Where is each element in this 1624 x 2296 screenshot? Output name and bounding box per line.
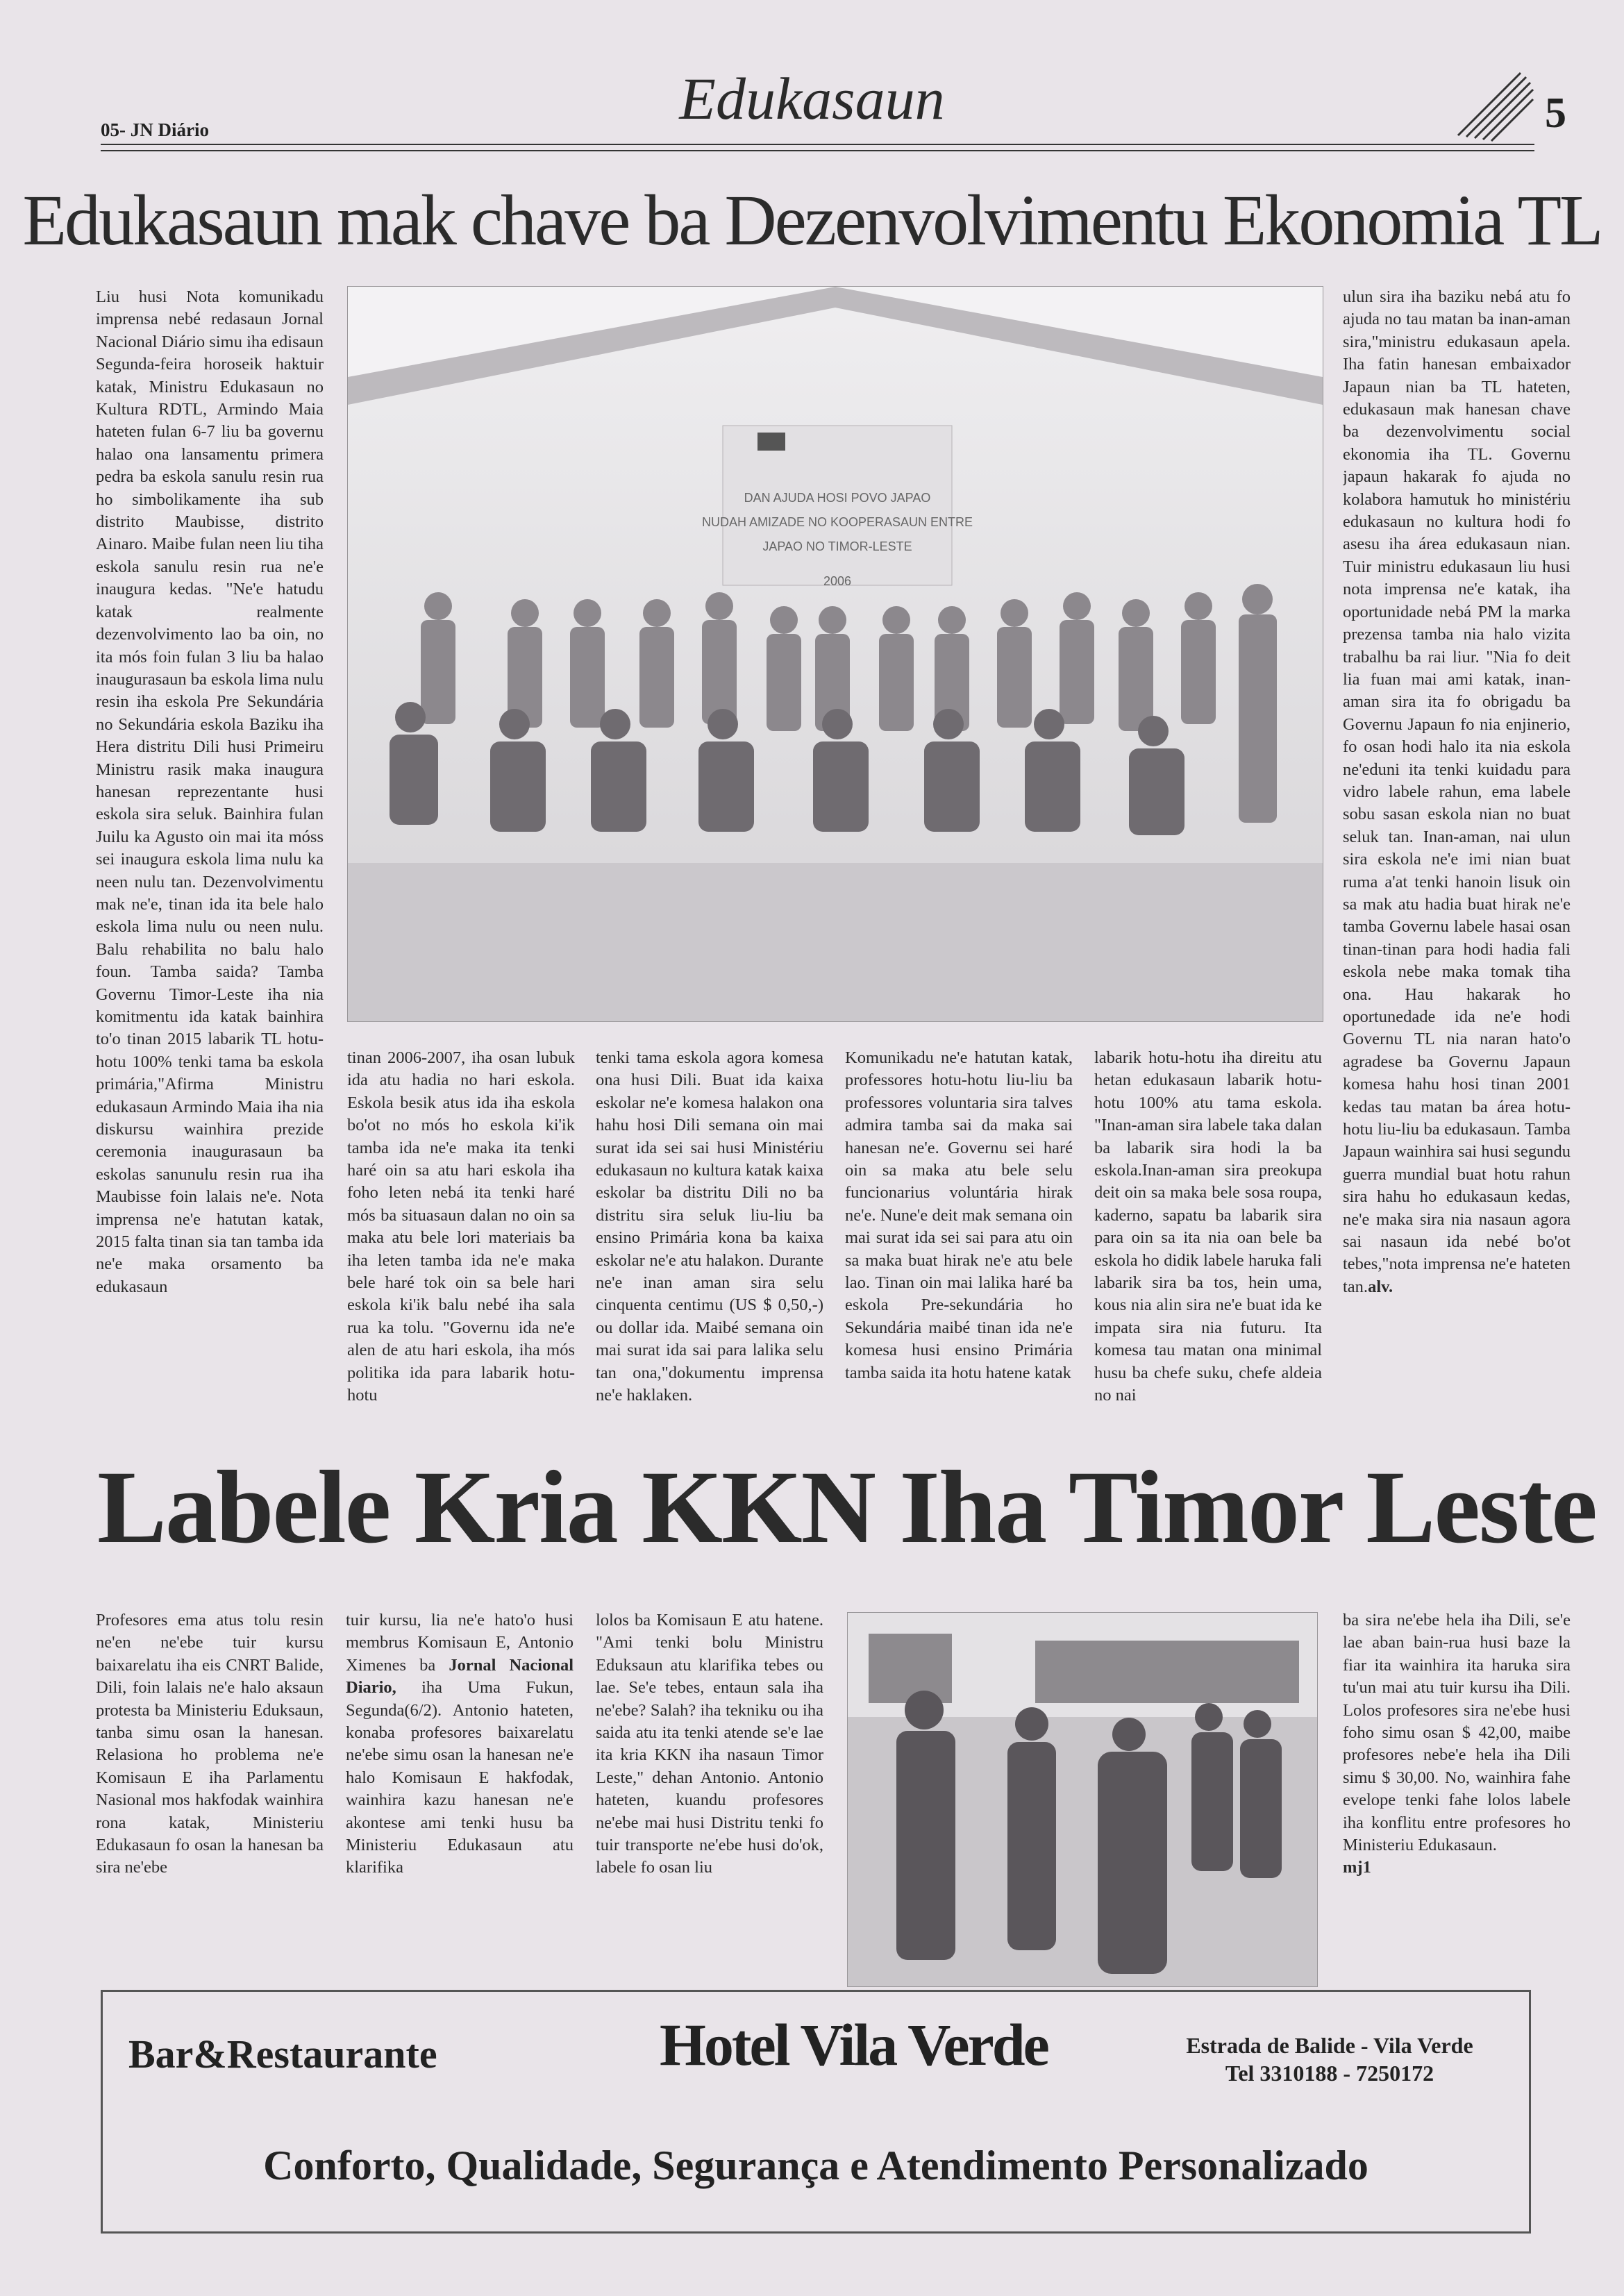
ad-address: Estrada de Balide - Vila Verde (1186, 2033, 1473, 2058)
article1-column-6 (1343, 286, 1571, 1443)
article1-col5-text: labarik hotu-hotu iha direitu atu hetan edukasaun labarik hotu-hotu 100% atu tama eskola. "Inan-aman sira labele taka dalan ba labarik sira hodi la ba eskola.Inan-aman sira preokupa deit oin sa maka bele sosa roupa, kaderno, sapatu ba labarik sira para oin sa ita nia oan bele ba eskola ho didik labele haruka fali labarik sira ba tos, hein uma, kous nia alin sira ne'e buat ida ke impata sira nia futuru. Ita komesa tau matan ona minimal husu ba chefe suku, chefe aldeia no nai (1094, 1048, 1322, 1405)
article1-col6-text: ulun sira iha baziku nebá atu fo ajuda no tau matan ba inan-aman sira,"ministru edukasaun apela. Iha fatin hanesan embaixador Japaun nian ba TL hateten, edukasaun mak hanesan chave ba dezenvolvimentu social ekonomia iha TL. Governu japaun hakarak fo ajuda no kolabora hamutuk ho ministériu edukasaun no kultura hodi fo asesu iha área edukasaun nian. Tuir ministru edukasaun liu husi nota imprensa ne'e katak, iha oportunidade nebá PM la marka prezensa tamba nia halo vizita trabalhu ba rai liur. "Nia fo deit lia fuan mai ami katak, inan-aman sira ita fo obrigadu ba Governu Japaun fo nia enjinerio, fo osan hodi halo ita nia eskola ne'eduni ita tenki kuidadu para vidro labele rahun, ema labele sobu sasan eskola nian no buat seluk tan. Inan-aman, nai ulun sira eskola ne'e imi nian buat ruma a'at tenki hanoin lisuk oin sa mak atu hadia buat hirak ne'e tamba Governu labele hasai osan tinan-tinan para hodi hadia fali eskola nebe maka tomak tiha ona. Hau hakarak ho oportunedade ida ne'e hodi Governu TL nia naran hato'o agradese ba Governu Japaun komesa hahu hosi tinan 2001 kedas tau matan ba área hotu-hotu liu-liu ba edukasaun. Tamba Japaun wainhira sai husi segundu guerra mundial buat hotu rahun sira hahu ho edukasaun kedas, ne'e maka sira nia nasaun agora sai nasaun ida nebé bo'ot tebes,"nota imprensa ne'e hateten tan.alv. (1343, 287, 1571, 1296)
protest-scene-illustration (848, 1613, 1317, 1986)
newspaper-mention: Jornal Nacional Diario, (346, 1655, 574, 1698)
plaque-line-4: 2006 (823, 574, 852, 588)
plaque-line-3: JAPAO NO TIMOR-LESTE (762, 539, 912, 553)
article2-col1-text: Profesores ema atus tolu resin ne'en ne'ebe tuir kursu baixarelatu iha eis CNRT Balide, Dili, foin lalais ne'e halo aksaun protesta ba Ministeriu Eduksaun, tanba simu osan la hanesan. Relasiona ho problema ne'e Komisaun E iha Parlamentu Nasional mos hakfodak wainhira rona katak, Ministeriu Edukasaun fo osan la hanesan ba sira ne'ebe (96, 1611, 324, 1877)
article1-col4-text: Komunikadu ne'e hatutan katak, professores hotu-hotu liu-liu ba professores voluntaria sira talves admira tamba sai da maka sai hanesan ne'e. Governu sei haré oin sa maka atu bele selu funcionarius voluntária hirak ne'e. Nune'e deit mak semana oin mai surat ida sei sai para atu oin sa maka buat hirak ne'e atu bele lao. Tinan oin mai lalika haré ba eskola Pre-sekundária ho Sekundária maibé tinan ida ne'e komesa husi ensino Primária tamba saida ita hotu hatene katak (845, 1048, 1073, 1382)
protest-photo (847, 1612, 1318, 1987)
article1-headline: Edukasaun mak chave ba Dezenvolvimentu Ekonomia TL (22, 181, 1602, 260)
article1-column-4 (845, 1047, 1073, 1443)
article2-col2-text: tuir kursu, lia ne'e hato'o husi membrus Komisaun E, Antonio Ximenes ba Jornal Nacional Diario, iha Uma Fukun, Segunda(6/2). Antonio hateten, konaba profesores baixarelatu ne'ebe simu osan la hanesan ne'e halo Komisaun E hakfodak, wainhira kazu hanesan ne'e akontese ami tenki husu ba Ministeriu Edukasaun atu klarifika (346, 1611, 574, 1877)
ad-bar-restaurant: Bar&Restaurante (128, 2031, 437, 2077)
article2-column-4 (1343, 1609, 1571, 1986)
article2-col4-text: ba sira ne'ebe hela iha Dili, se'e lae aban bain-rua husi baze la fiar ita wainhira ita haruka sira tu'un mai atu tuir kursu iha Dili. Lolos profesores sira ne'ebe husi foho simu osan $ 42,00, maibe profesores nebe'e hela iha Dili simu $ 30,00. No, wainhira fahe evelope tenki fahe lolos labele iha konflitu entre profesores ho Ministeriu Edukasaun. mj1 (1343, 1611, 1571, 1877)
article2-column-1 (96, 1609, 324, 1984)
article1-column-3 (596, 1047, 823, 1443)
ad-phone: Tel 3310188 - 7250172 (1225, 2061, 1434, 2086)
page-number: 5 (1545, 90, 1566, 137)
article2-column-3 (596, 1609, 823, 1984)
author-sign: mj1 (1343, 1858, 1371, 1877)
ad-hotel-name: Hotel Vila Verde (660, 2011, 1048, 2078)
article2-column-2 (346, 1609, 574, 1984)
article1-column-2 (347, 1047, 575, 1443)
plaque-line-2: NUDAH AMIZADE NO KOOPERASAUN ENTRE (701, 515, 973, 529)
article1-col1-text: Liu husi Nota komunikadu imprensa nebé redasaun Jornal Nacional Diário simu iha edisaun Segunda-feira horoseik haktuir katak, Ministru Edukasaun no Kultura RDTL, Armindo Maia hateten fulan 6-7 liu ba governu halao ona lansamentu primera pedra ba eskola sanulu resin rua ho simbolikamente iha sub distrito Maubisse, distrito Ainaro. Maibe fulan neen liu tiha eskola sanulu resin rua ne'e inaugura kedas. "Ne'e hatudu katak realmente dezenvolvimento lao ba oin, no ita mós foin fulan 3 liu ba halao inaugurasaun ba eskola lima nulu resin iha eskola Pre Sekundária no Sekundária eskola Baziku iha Hera distritu Dili husi Primeiru Ministru rasik maka inaugura hanesan reprezentante husi eskola sira seluk. Bainhira fulan Juilu ka Agusto oin mai ita móss sei inaugura eskola lima nulu ka neen nulu tan. Dezenvolvimentu mak ne'e, tinan ida ita bele halo eskola lima nulu ou neen nulu. Balu rehabilita no balu halo foun. Tamba saida? Tamba Governu Timor-Leste iha nia komitmentu ida katak bainhira to'o tinan 2015 labarik TL hotu-hotu 100% tenki tama ba eskola primária,"Afirma Ministru edukasaun Armindo Maia iha nia diskursu wainhira prezide ceremonia inaugurasaun ba eskolas sanunulu resin rua iha Maubisse foin lalais ne'e. Nota imprensa ne'e hatutan katak, 2015 falta tinan sia tan tamba ida ne'e maka orsamento ba edukasaun (96, 287, 324, 1296)
newspaper-name: 05- JN Diário (101, 119, 209, 140)
group-photo (347, 286, 1323, 1022)
school-building-illustration (348, 287, 1323, 1021)
plaque-line-1: DAN AJUDA HOSI POVO JAPAO (744, 491, 931, 505)
article1-column-5 (1094, 1047, 1322, 1443)
article1-col3-text: tenki tama eskola agora komesa ona husi Dili. Buat ida kaixa eskolar ne'e komesa halakon ona hahu hosi Dili semana oin mai surat ida sei sai husi Ministériu edukasaun no kultura katak kaixa eskolar ba distritu Dili no ba distritu sira seluk liu-liu ba ensino Primária kona ba kaixa eskolar ne'e atu halakon. Durante ne'e inan aman sira selu cinquenta centimu (US $ 0,50,-) ou dollar ida. Maibé semana oin mai surat ida sai para lalika selu tan ona,"dokumentu imprensa ne'e haklaken. (596, 1048, 823, 1405)
people-group (390, 584, 1277, 835)
article2-col3-text: lolos ba Komisaun E atu hatene. "Ami tenki bolu Ministru Eduksaun atu klarifika tebes ou lae. Se'e tebes, entaun sala iha ne'ebe? Salah? iha tekniku ou iha saida atu ita tenki atende se'e lae ita kria KKN iha nasaun Timor Leste," dehan Antonio. Antonio hateten, kuandu profesores ne'ebe mai husi Distritu tenki fo tuir transporte ne'ebe husi do'ok, labele fo osan liu (596, 1611, 823, 1877)
section-title: Edukasaun (679, 65, 945, 132)
author-sign: alv. (1368, 1277, 1393, 1296)
header-rule (101, 150, 1534, 151)
ad-slogan: Conforto, Qualidade, Segurança e Atendimento Personalizado (263, 2143, 1368, 2188)
article1-column-1 (96, 286, 324, 1442)
header-rule (101, 144, 1534, 145)
article2-headline: Labele Kria KKN Iha Timor Leste (97, 1450, 1596, 1565)
diagonal-stripes-icon (1451, 66, 1534, 142)
article1-col2-text: tinan 2006-2007, iha osan lubuk ida atu hadia no hari eskola. Eskola besik atus ida iha eskola bo'ot no mós ho eskola ki'ik tamba ida ne'e maka ita tenki haré oin sa atu hari eskola iha foho leten nebá ita tenki haré mós ba situasaun dalan no oin sa maka atu bele lori materiais ba iha leten tamba ida ne'e maka bele haré tok oin sa bele hari eskola ki'ik balu nebé iha sala rua ka tolu. "Governu ida ne'e alen de atu hari eskola, iha mós politika ida para labarik hotu-hotu (347, 1048, 575, 1405)
